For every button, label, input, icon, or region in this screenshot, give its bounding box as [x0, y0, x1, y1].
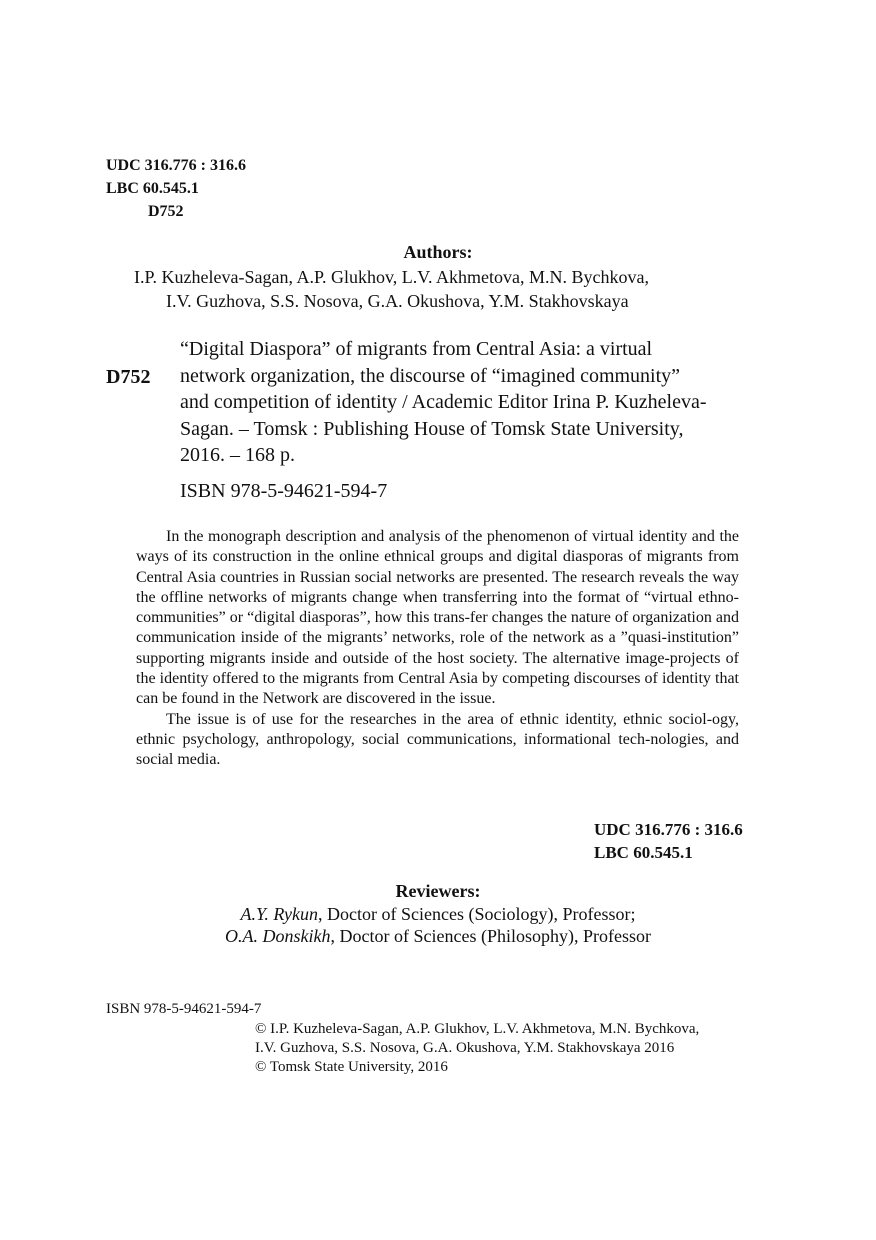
reviewer-1-desc: , Doctor of Sciences (Sociology), Professor; [318, 904, 636, 924]
reviewers-heading: Reviewers: [395, 881, 481, 901]
udc-code-repeat: UDC 316.776 : 316.6 [594, 820, 743, 839]
reference-line: and competition of identity / Academic Editor Irina P. Kuzheleva- [180, 391, 707, 413]
reference-line: “Digital Diaspora” of migrants from Central Asia: a virtual [180, 338, 653, 360]
reviewer-2 [0, 926, 876, 947]
reviewer-1 [0, 904, 876, 925]
copyright-line-2: I.V. Guzhova, S.S. Nosova, G.A. Okushova, Y.M. Stakhovskaya 2016 [255, 1040, 675, 1056]
lbc-code-repeat: LBC 60.545.1 [594, 843, 693, 862]
reference-code: D752 [106, 366, 151, 388]
reference-text [180, 336, 770, 469]
abstract [136, 527, 739, 771]
footer-isbn: ISBN 978-5-94621-594-7 [106, 1001, 262, 1017]
copyright-line-1: © I.P. Kuzheleva-Sagan, A.P. Glukhov, L.V. Akhmetova, M.N. Bychkova, [255, 1021, 700, 1037]
abstract-paragraph-1: In the monograph description and analysis of the phenomenon of virtual identity and the ways of its construction in the online ethnical groups and digital diasporas of migrants from Central Asia countries in Russian social networks are presented. The research reveals the way the offline networks of migrants change when transferring into the format of “virtual ethno-communities” or “digital diasporas”, how this trans-fer changes the nature of organization and communication inside of the migrants’ networks, role of the network as a ”quasi-institution” supporting migrants inside and outside of the host society. The alternative image-projects of the identity offered to the migrants from Central Asia by competing discourses of identity that can be found in the Network are discovered in the issue. [136, 528, 739, 708]
authors-line-1: I.P. Kuzheleva-Sagan, A.P. Glukhov, L.V. Akhmetova, M.N. Bychkova, [134, 267, 649, 287]
reference-line: Sagan. – Tomsk : Publishing House of Tomsk State University, [180, 417, 684, 440]
abstract-paragraph-2: The issue is of use for the researches in the area of ethnic identity, ethnic sociol-ogy, ethnic psychology, anthropology, social communications, informational tech-nologies, and social media. [136, 710, 739, 769]
reference-isbn: ISBN 978-5-94621-594-7 [180, 480, 388, 502]
reference-line: network organization, the discourse of “imagined community” [180, 364, 681, 387]
lbc-code: LBC 60.545.1 [106, 180, 199, 197]
authors-line-2: I.V. Guzhova, S.S. Nosova, G.A. Okushova, Y.M. Stakhovskaya [166, 291, 629, 311]
author-mark: D752 [148, 203, 184, 220]
copyright-line-3: © Tomsk State University, 2016 [255, 1059, 448, 1075]
reviewer-1-name: A.Y. Rykun [240, 904, 319, 924]
copyright-block [255, 1020, 699, 1077]
reference-line: 2016. – 168 p. [180, 444, 295, 466]
udc-code: UDC 316.776 : 316.6 [106, 157, 246, 174]
authors-heading: Authors: [403, 242, 473, 262]
reviewer-2-name: O.A. Donskikh [225, 926, 331, 946]
reviewer-2-desc: , Doctor of Sciences (Philosophy), Professor [330, 926, 651, 946]
